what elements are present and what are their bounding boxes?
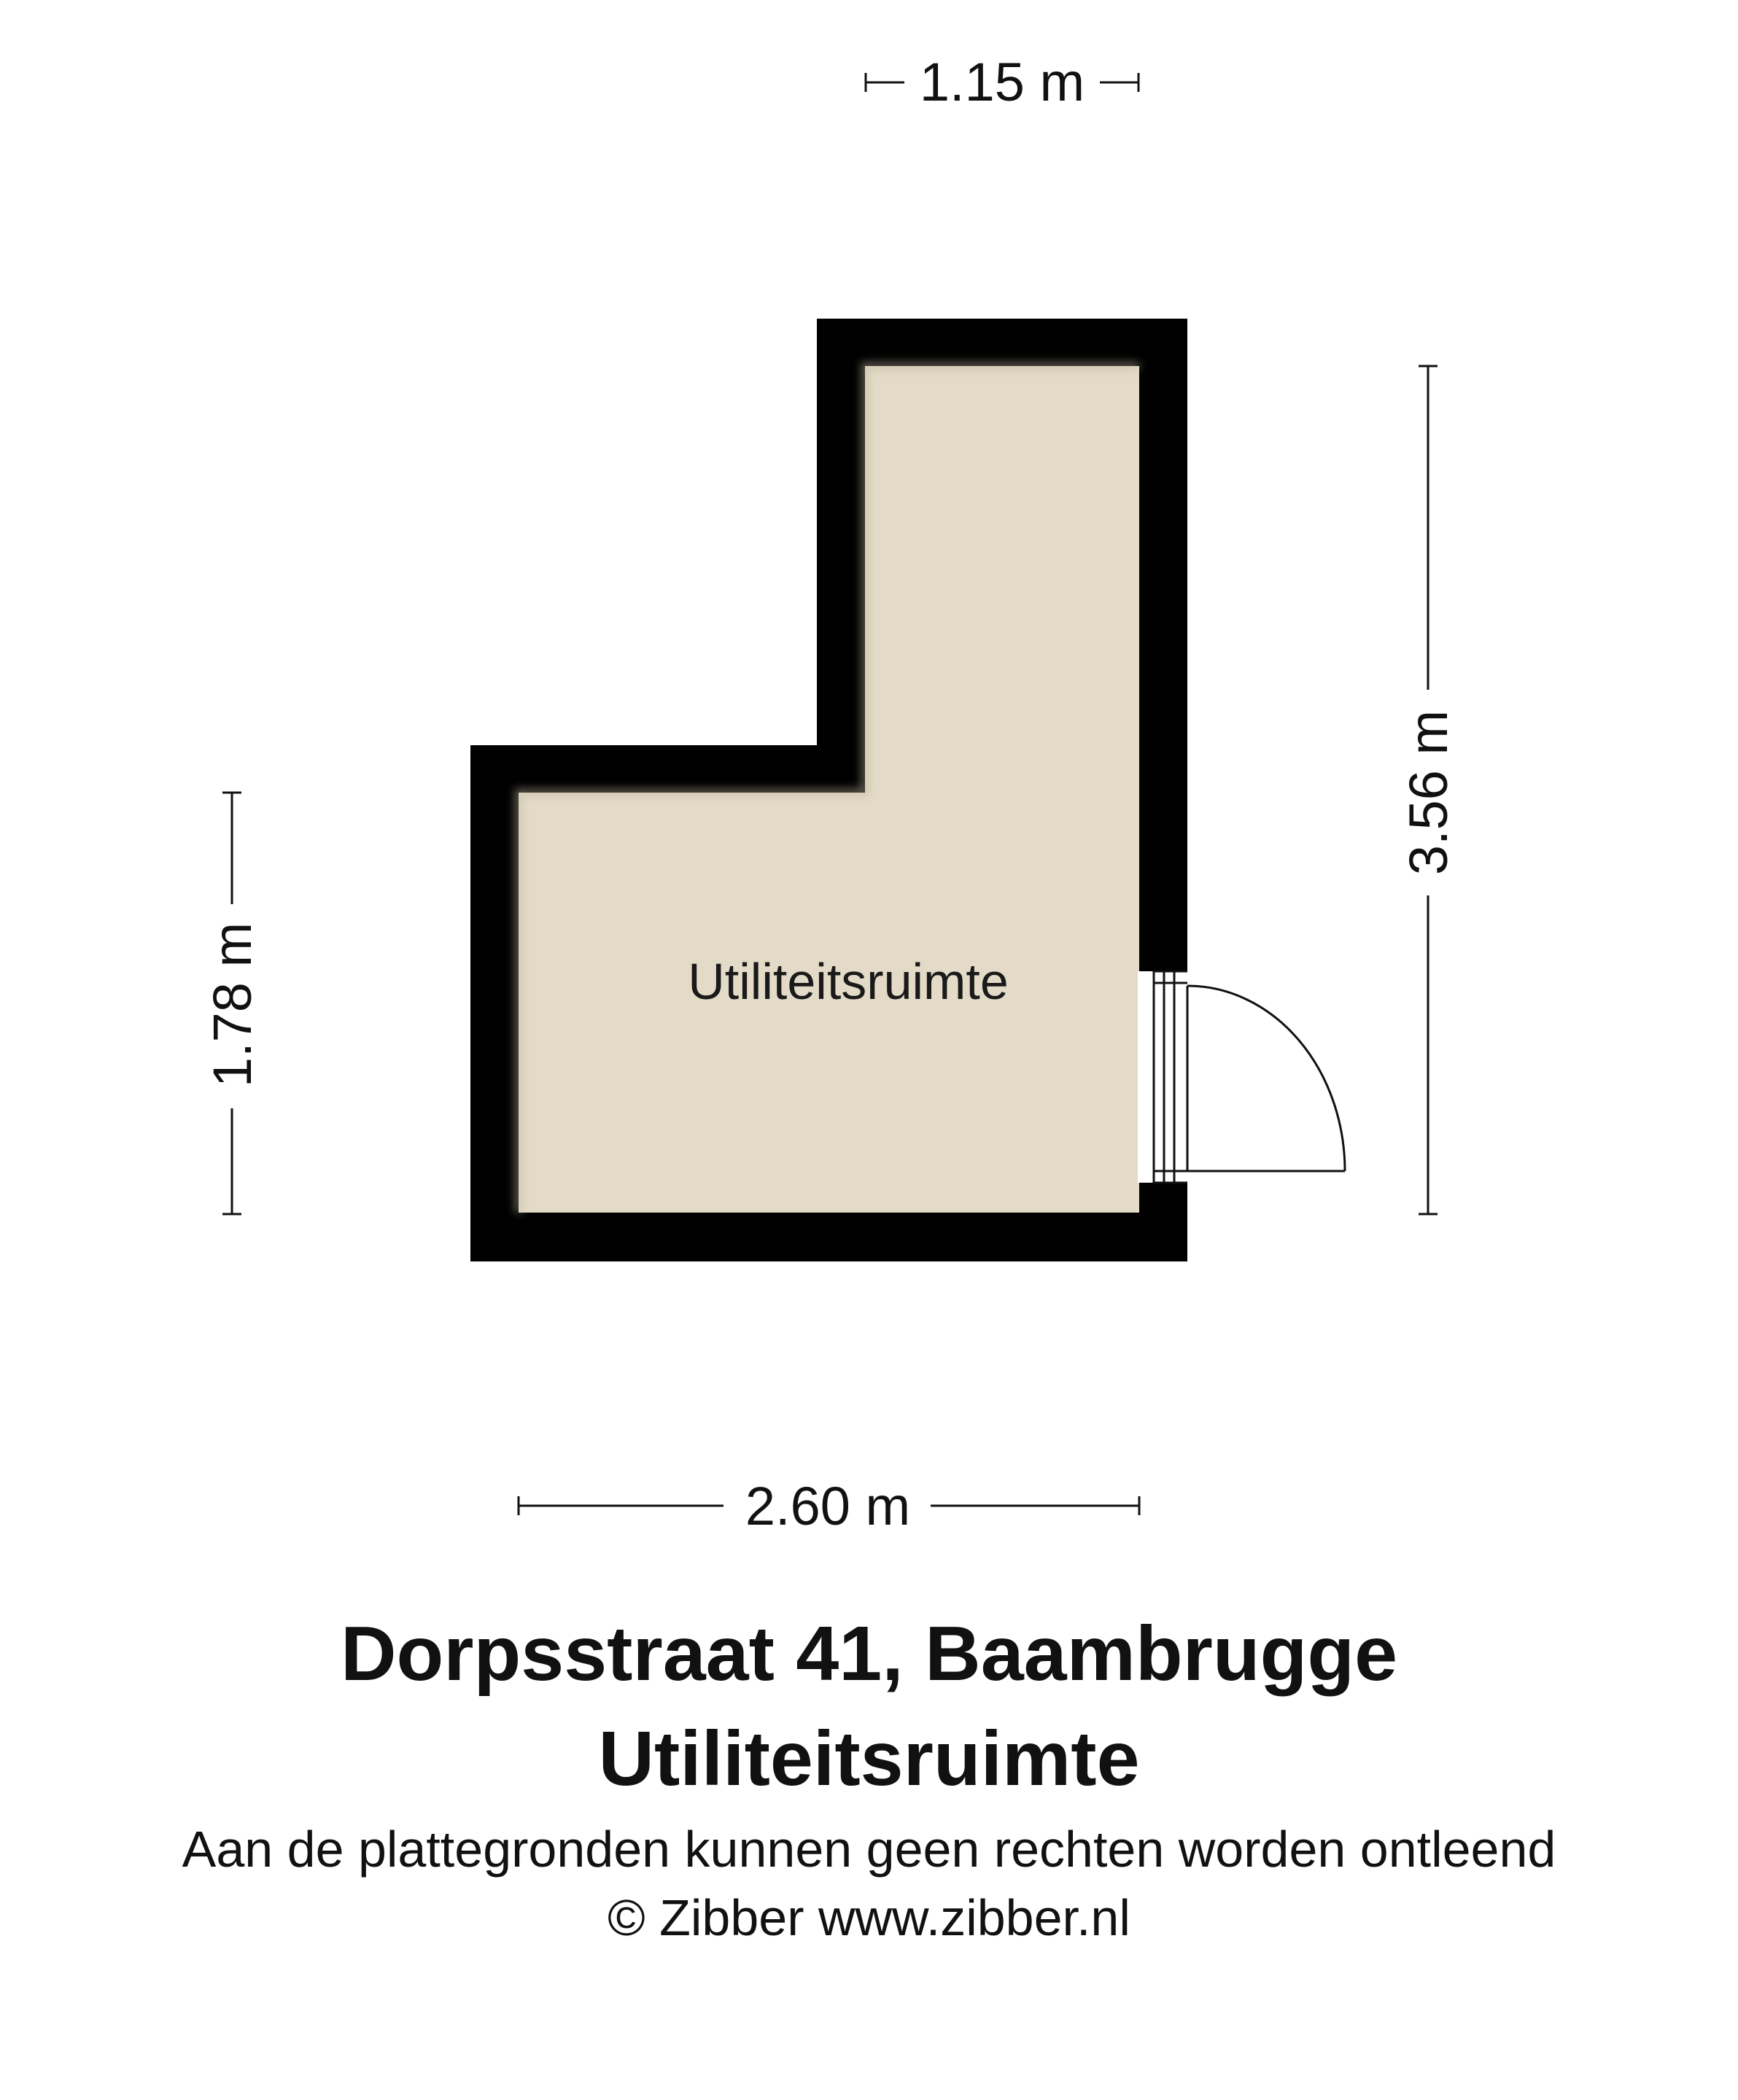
dimension-top-label: 1.15 m: [919, 52, 1085, 112]
room-title: Utiliteitsruimte: [598, 1716, 1140, 1802]
dimension-bottom-label: 2.60 m: [745, 1476, 911, 1536]
door-swing-icon: [1187, 986, 1345, 1171]
room-label: Utiliteitsruimte: [688, 953, 1009, 1010]
copyright-link[interactable]: © Zibber www.zibber.nl: [608, 1889, 1130, 1946]
dimension-right-label: 3.56 m: [1398, 709, 1459, 876]
disclaimer-text: Aan de plattegronden kunnen geen rechten worden ontleend: [182, 1821, 1556, 1878]
address-title: Dorpsstraat 41, Baambrugge: [340, 1611, 1398, 1697]
dimension-left-label: 1.78 m: [202, 922, 263, 1088]
